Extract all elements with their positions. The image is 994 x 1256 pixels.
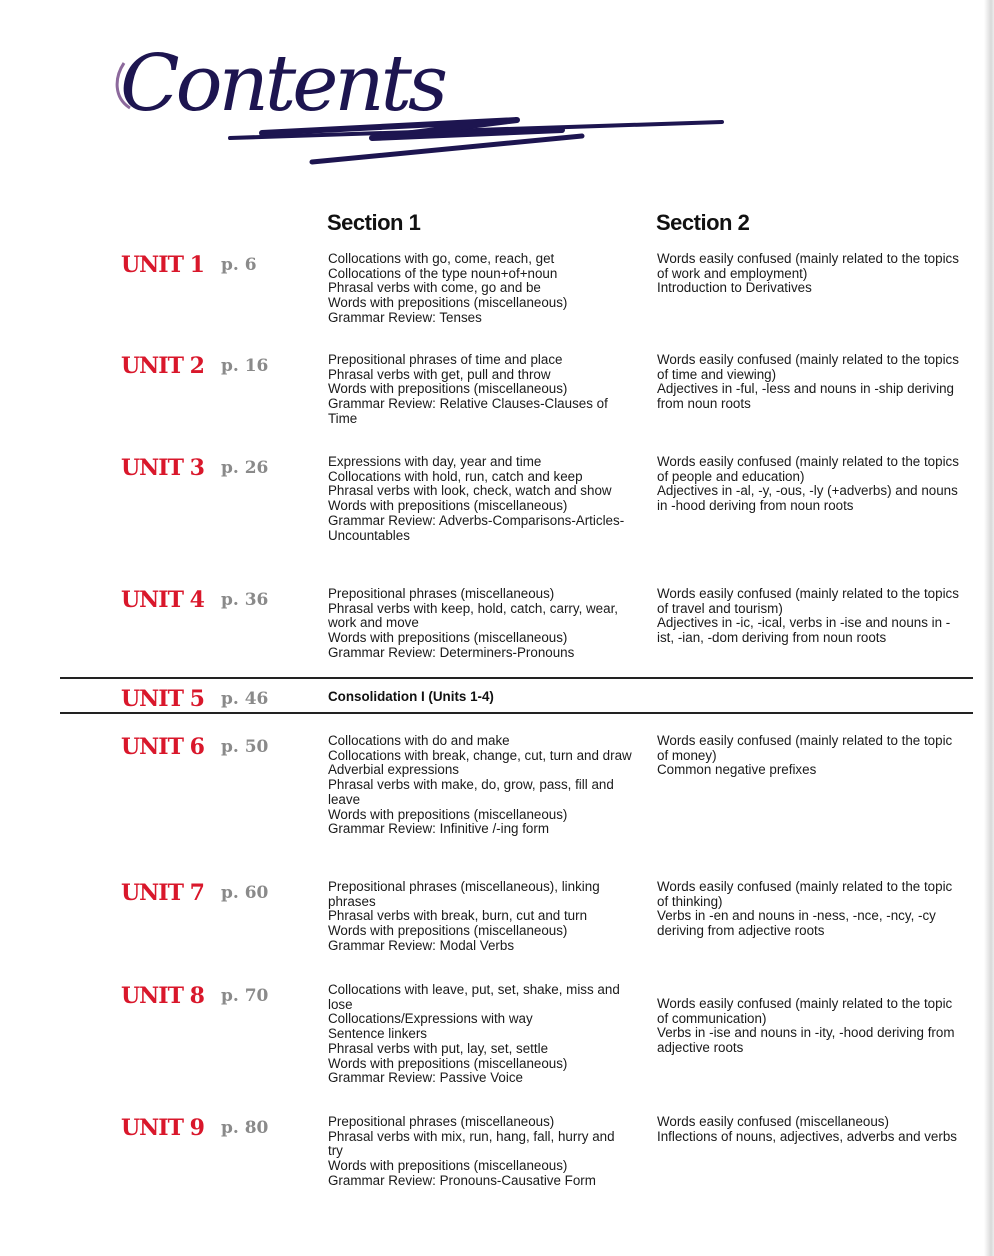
list-item: Common negative prefixes — [657, 762, 817, 778]
unit-label: UNIT 4 — [121, 587, 204, 613]
list-item: Prepositional phrases (miscellaneous) — [328, 1114, 555, 1129]
list-item: Adjectives in -ic, -ical, verbs in -ise and nouns in -ist, -ian, -dom deriving from noun roots — [657, 615, 951, 646]
list-item: Collocations with leave, put, set, shake, miss and lose — [328, 982, 620, 1012]
section-2-list — [657, 587, 962, 646]
list-item: Grammar Review: Passive Voice — [328, 1070, 523, 1086]
unit-label: UNIT 7 — [121, 880, 204, 906]
contents-title-logo — [112, 38, 732, 173]
list-item: Words easily confused (mainly related to the topic of communication) — [657, 996, 953, 1026]
list-item: Words easily confused (mainly related to the topics of people and education) — [657, 454, 959, 484]
list-item: Collocations with hold, run, catch and keep — [328, 468, 583, 484]
list-item: Collocations with go, come, reach, get — [328, 251, 555, 266]
unit-label: UNIT 9 — [121, 1115, 204, 1141]
page-number: p. 36 — [221, 590, 269, 610]
list-item: Words with prepositions (miscellaneous) — [328, 1055, 568, 1071]
list-item: Prepositional phrases (miscellaneous) — [328, 586, 555, 601]
list-item: Words easily confused (mainly related to the topics of travel and tourism) — [657, 586, 959, 616]
page-number: p. 16 — [221, 356, 269, 376]
list-item: Verbs in -en and nouns in -ness, -nce, -ncy, -cy deriving from adjective roots — [657, 908, 936, 939]
divider-rule — [60, 677, 973, 679]
list-item: Words with prepositions (miscellaneous) — [328, 498, 568, 514]
section-1-list — [328, 734, 633, 837]
list-item: Words easily confused (mainly related to the topics of work and employment) — [657, 251, 959, 281]
list-item: Phrasal verbs with make, do, grow, pass, fill and leave — [328, 777, 614, 807]
page-number: p. 60 — [221, 883, 269, 903]
list-item: Words with prepositions (miscellaneous) — [328, 923, 568, 939]
unit-label: UNIT 8 — [121, 983, 204, 1009]
list-item: Phrasal verbs with mix, run, hang, fall, hurry and try — [328, 1128, 615, 1159]
list-item: Prepositional phrases of time and place — [328, 352, 563, 367]
consolidation-text: Consolidation I (Units 1-4) — [328, 689, 494, 704]
page-number: p. 70 — [221, 986, 269, 1006]
list-item: Phrasal verbs with get, pull and throw — [328, 366, 551, 382]
section-1-list — [328, 455, 633, 543]
list-item: Phrasal verbs with come, go and be — [328, 280, 541, 296]
page-number: p. 26 — [221, 458, 269, 478]
section-2-list — [657, 1115, 962, 1144]
section-2-list — [657, 455, 962, 514]
list-item: Collocations with do and make — [328, 733, 510, 748]
list-item: Collocations/Expressions with way — [328, 1011, 533, 1027]
page-number: p. 80 — [221, 1118, 269, 1138]
list-item: Words with prepositions (miscellaneous) — [328, 630, 568, 646]
section-1-list — [328, 587, 633, 661]
section-2-list — [657, 353, 962, 412]
page-number: p. 46 — [221, 689, 269, 709]
list-item: Words easily confused (mainly related to the topics of time and viewing) — [657, 352, 959, 382]
section-2-heading: Section 2 — [656, 210, 750, 235]
list-item: Sentence linkers — [328, 1026, 427, 1042]
section-2-list — [657, 997, 962, 1056]
list-item: Grammar Review: Determiners-Pronouns — [328, 644, 575, 660]
page-edge-shadow — [984, 0, 994, 1256]
list-item: Grammar Review: Adverbs-Comparisons-Articles-Uncountables — [328, 512, 625, 543]
section-1-list — [328, 353, 633, 427]
section-1-list — [328, 1115, 633, 1189]
unit-label: UNIT 2 — [121, 353, 204, 379]
list-item: Phrasal verbs with break, burn, cut and turn — [328, 908, 588, 924]
list-item: Grammar Review: Modal Verbs — [328, 937, 515, 953]
page-number: p. 6 — [221, 255, 257, 275]
list-item: Phrasal verbs with keep, hold, catch, carry, wear, work and move — [328, 600, 619, 631]
list-item: Phrasal verbs with put, lay, set, settle — [328, 1040, 549, 1056]
list-item: Words with prepositions (miscellaneous) — [328, 295, 568, 311]
list-item: Words with prepositions (miscellaneous) — [328, 1158, 568, 1174]
list-item: Expressions with day, year and time — [328, 454, 542, 469]
unit-label: UNIT 6 — [121, 734, 204, 760]
section-2-list — [657, 734, 962, 778]
lower-stroke — [312, 136, 582, 162]
list-item: Grammar Review: Pronouns-Causative Form — [328, 1172, 596, 1188]
unit-label: UNIT 5 — [121, 686, 204, 712]
list-item: Adjectives in -ful, -less and nouns in -ship deriving from noun roots — [657, 381, 954, 412]
list-item: Grammar Review: Infinitive /-ing form — [328, 821, 549, 837]
list-item: Adverbial expressions — [328, 762, 459, 778]
list-item: Words with prepositions (miscellaneous) — [328, 806, 568, 822]
list-item: Introduction to Derivatives — [657, 280, 812, 296]
list-item: Grammar Review: Relative Clauses-Clauses of Time — [328, 396, 608, 426]
list-item: Prepositional phrases (miscellaneous), linking phrases — [328, 879, 600, 909]
page-title: Contents — [120, 39, 444, 129]
section-1-list — [328, 252, 633, 326]
list-item: Verbs in -ise and nouns in -ity, -hood deriving from adjective roots — [657, 1025, 955, 1056]
section-1-list — [328, 983, 633, 1086]
section-1-heading: Section 1 — [327, 210, 421, 235]
list-item: Inflections of nouns, adjectives, adverbs and verbs — [657, 1128, 957, 1144]
section-2-list — [657, 880, 962, 939]
list-item: Words easily confused (mainly related to the topic of thinking) — [657, 879, 953, 909]
page-number: p. 50 — [221, 737, 269, 757]
contents-brush-lettering — [112, 38, 732, 173]
unit-label: UNIT 3 — [121, 455, 204, 481]
section-2-list — [657, 252, 962, 296]
list-item: Phrasal verbs with look, check, watch and show — [328, 483, 612, 499]
unit-label: UNIT 1 — [121, 252, 204, 278]
divider-rule — [60, 712, 973, 714]
list-item: Adjectives in -al, -y, -ous, -ly (+adverbs) and nouns in -hood deriving from noun roots — [657, 483, 958, 514]
section-1-list — [328, 880, 633, 954]
list-item: Words easily confused (mainly related to the topic of money) — [657, 733, 953, 763]
list-item: Words easily confused (miscellaneous) — [657, 1114, 889, 1129]
list-item: Grammar Review: Tenses — [328, 309, 482, 325]
list-item: Words with prepositions (miscellaneous) — [328, 381, 568, 397]
list-item: Collocations with break, change, cut, turn and draw — [328, 747, 632, 763]
list-item: Collocations of the type noun+of+noun — [328, 265, 558, 281]
